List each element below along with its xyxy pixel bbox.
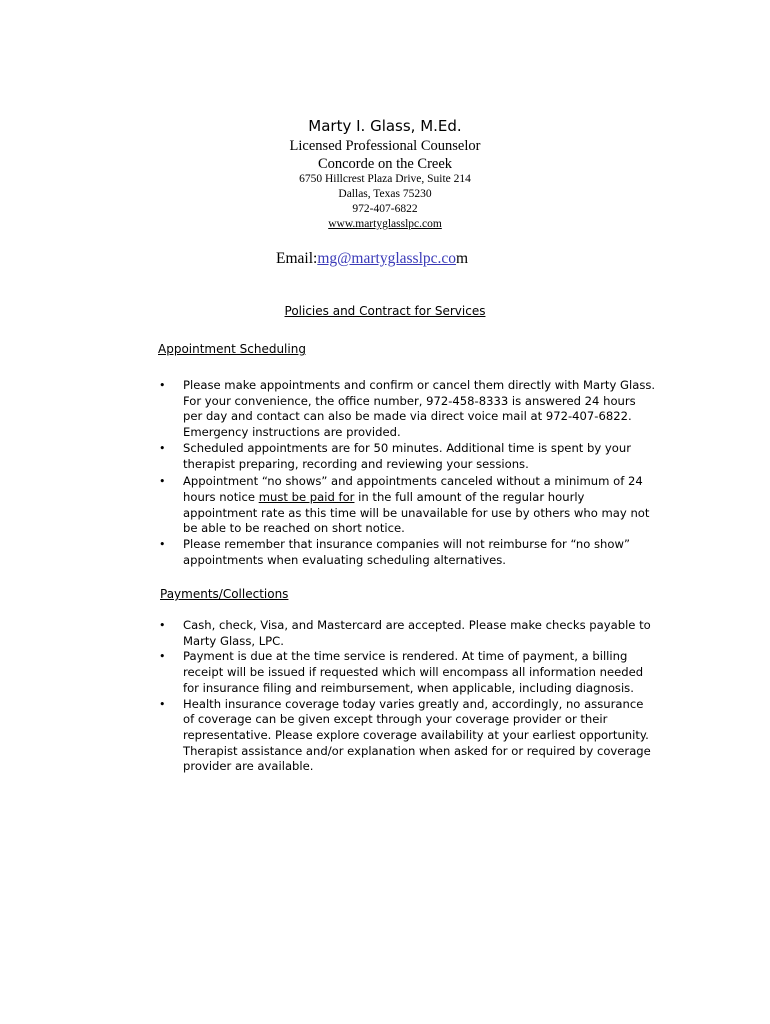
list-item [158, 378, 658, 441]
bullet-glyph: • [159, 650, 166, 664]
practice-name: Concorde on the Creek [317, 156, 453, 172]
bullet-text: Please remember that insurance companies will not reimburse for “no show” appointments when evaluating scheduling alternatives. [183, 537, 630, 567]
bullet-text: Please make appointments and confirm or cancel them directly with Marty Glass. For your convenience, the office number, 972-458-8333 is answered 24 hours per day and contact can also be made via direct voice mail at 972-407-6822. Emergency instructions are provided. [183, 378, 656, 440]
payment-bullet-list [158, 618, 658, 775]
list-item [158, 697, 658, 776]
bullet-glyph: • [159, 538, 166, 552]
list-item [158, 441, 658, 472]
document-title: Policies and Contract for Services [284, 304, 486, 318]
section-heading-payments: Payments/Collections [160, 587, 289, 601]
email-line [276, 250, 468, 268]
bullet-glyph: • [159, 697, 166, 711]
street-address: 6750 Hillcrest Plaza Drive, Suite 214 [299, 173, 471, 185]
bullet-text: Health insurance coverage today varies greatly and, accordingly, no assurance of coverage can be given except through your coverage provider or their representative. Please explore coverage availability at your earliest opportunity. Therapist assistance and/or explanation when asked for or required by coverage provider are available. [183, 696, 651, 774]
bullet-text: in the full amount of the regular hourly appointment rate as this time will be unavailable for use by others who may not be able to be reached on short notice. [183, 489, 650, 536]
website-link[interactable]: www.martyglasslpc.com [328, 218, 442, 230]
bullet-glyph: • [159, 441, 166, 455]
bullet-text: Payment is due at the time service is rendered. At time of payment, a billing receipt will be issued if requested which will encompass all information needed for insurance filing and reimbursement, when applicable, including diagnosis. [183, 649, 644, 695]
list-item [158, 474, 658, 537]
list-item [158, 537, 658, 568]
bullet-text: Scheduled appointments are for 50 minutes. Additional time is spent by your therapist preparing, recording and reviewing your sessions. [183, 440, 631, 471]
list-item [158, 649, 658, 696]
bullet-text: Appointment “no shows” and appointments canceled without a minimum of 24 hours notice [183, 474, 643, 504]
city-state-zip: Dallas, Texas 75230 [338, 188, 432, 200]
emphasis-text: must be paid for [258, 489, 355, 504]
bullet-text: Cash, check, Visa, and Mastercard are accepted. Please make checks payable to Marty Glass, LPC. [183, 618, 651, 648]
list-item [158, 618, 658, 649]
counselor-title: Licensed Professional Counselor [289, 138, 481, 154]
bullet-glyph: • [159, 619, 166, 632]
email-tail: m [456, 250, 469, 267]
section-heading-appointments: Appointment Scheduling [158, 342, 306, 356]
appointment-bullet-list [158, 378, 658, 568]
phone-number: 972-407-6822 [352, 203, 418, 215]
bullet-glyph: • [159, 379, 166, 392]
bullet-glyph: • [159, 475, 166, 489]
email-label: Email: [276, 250, 318, 267]
counselor-name: Marty I. Glass, M.Ed. [308, 117, 462, 135]
email-link[interactable]: mg@martyglasslpc.co [317, 250, 457, 267]
